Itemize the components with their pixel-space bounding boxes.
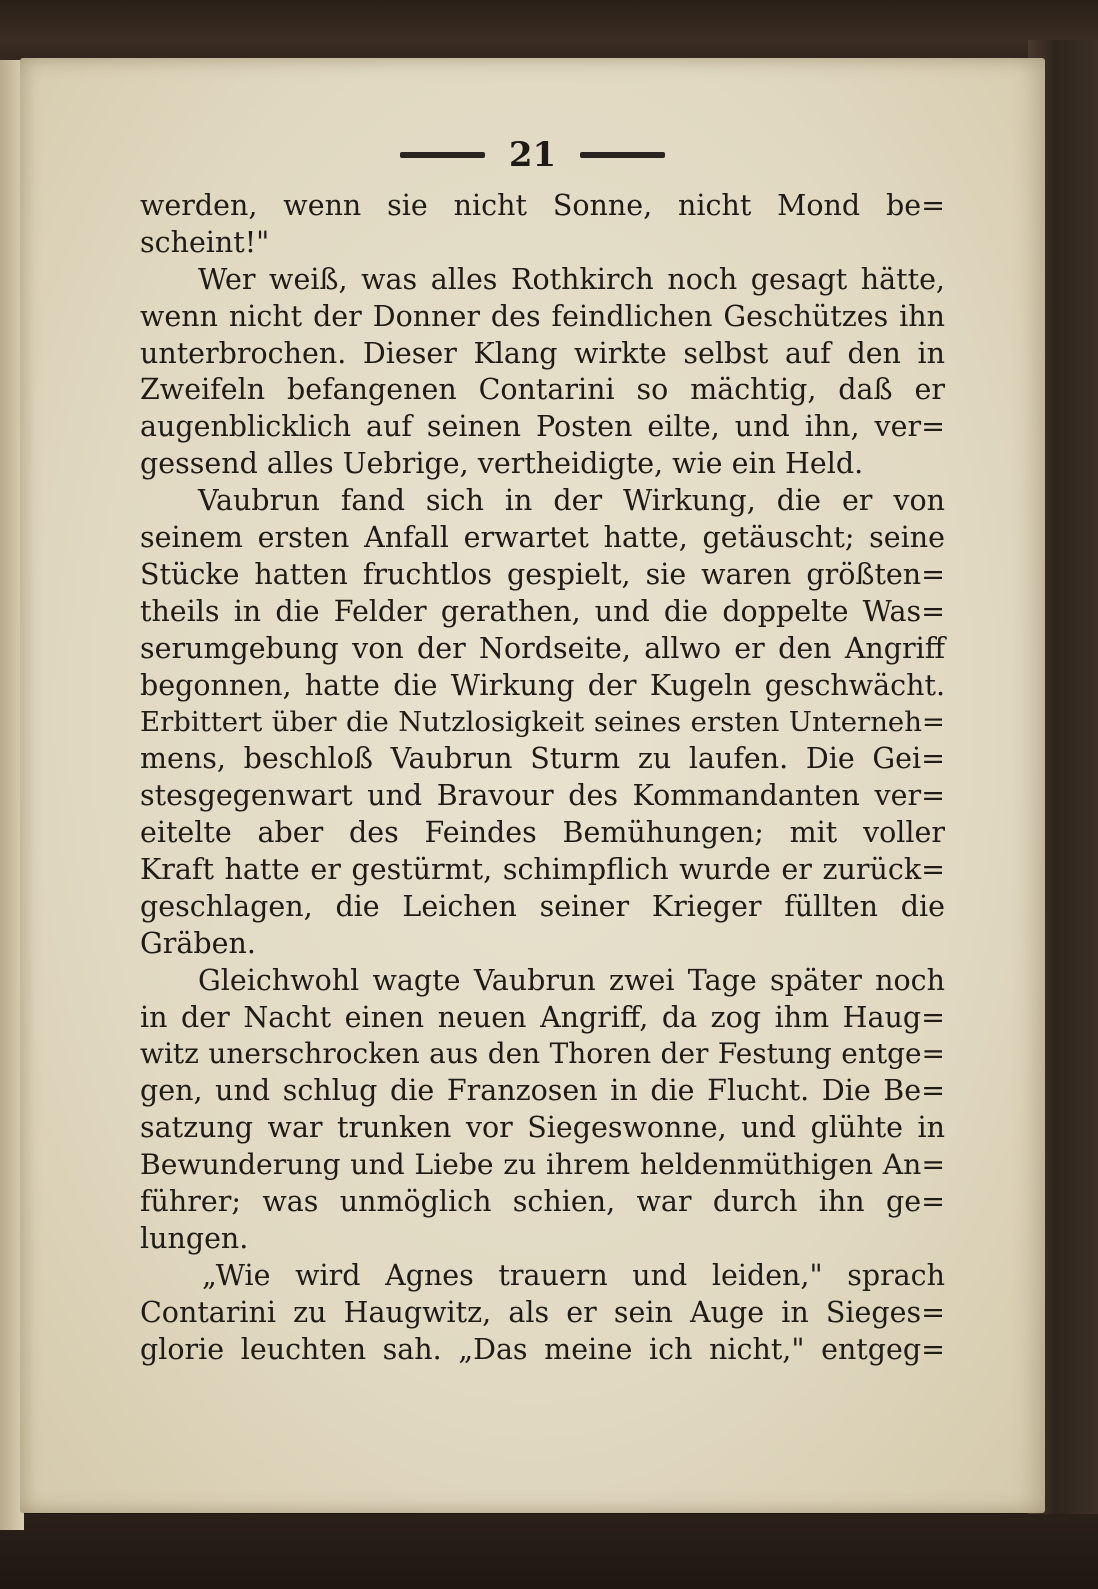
page-header: [20, 133, 1045, 173]
text-line: witz unerschrocken aus den Thoren der Festung entge=: [140, 1037, 945, 1071]
text-line: „Wie wird Agnes trauern und leiden," sprach: [202, 1258, 945, 1292]
text-line: stesgegenwart und Bravour des Kommandanten ver=: [140, 779, 945, 813]
text-line: augenblicklich auf seinen Posten eilte, und ihn, ver=: [140, 410, 945, 444]
text-line: lungen.: [140, 1221, 249, 1255]
text-line: gen, und schlug die Franzosen in die Flucht. Die Be=: [140, 1074, 945, 1108]
header-rule-left: [400, 152, 485, 158]
text-line: unterbrochen. Dieser Klang wirkte selbst auf den in: [140, 336, 945, 370]
text-line: serumgebung von der Nordseite, allwo er den Angriff: [140, 631, 945, 665]
text-line: werden, wenn sie nicht Sonne, nicht Mond be=: [140, 189, 945, 222]
text-line: glorie leuchten sah. „Das meine ich nicht," entgeg=: [140, 1332, 945, 1366]
text-line: Stücke hatten fruchtlos gespielt, sie waren größten=: [140, 557, 945, 591]
text-line: in der Nacht einen neuen Angriff, da zog ihm Haug=: [140, 1000, 945, 1034]
text-line: satzung war trunken vor Siegeswonne, und glühte in: [140, 1111, 945, 1145]
text-line: geschlagen, die Leichen seiner Krieger füllten die: [140, 889, 945, 923]
text-line: Kraft hatte er gestürmt, schimpflich wurde er zurück=: [140, 853, 945, 887]
text-line: mens, beschloß Vaubrun Sturm zu laufen. Die Gei=: [140, 742, 945, 776]
text-line: gessend alles Uebrige, vertheidigte, wie ein Held.: [140, 447, 864, 481]
text-line: Gleichwohl wagte Vaubrun zwei Tage später noch: [198, 963, 945, 997]
text-line: scheint!": [140, 225, 270, 259]
text-line: Zweifeln befangenen Contarini so mächtig, daß er: [140, 373, 945, 407]
page-number: 21: [508, 135, 557, 175]
book-page: [20, 58, 1045, 1513]
text-line: Contarini zu Haugwitz, als er sein Auge in Sieges=: [140, 1295, 945, 1329]
text-line: Vaubrun fand sich in der Wirkung, die er von: [198, 484, 945, 518]
text-line: eitelte aber des Feindes Bemühungen; mit voller: [140, 816, 945, 850]
text-line: seinem ersten Anfall erwartet hatte, getäuscht; seine: [140, 521, 945, 555]
text-line: Erbittert über die Nutzlosigkeit seines ersten Unterneh=: [140, 706, 945, 739]
text-line: Wer weiß, was alles Rothkirch noch gesagt hätte,: [198, 262, 945, 296]
text-line: Bewunderung und Liebe zu ihrem heldenmüthigen An=: [140, 1148, 945, 1182]
text-line: wenn nicht der Donner des feindlichen Geschützes ihn: [140, 299, 945, 333]
text-line: führer; was unmöglich schien, war durch ihn ge=: [140, 1185, 945, 1219]
body-text: [140, 188, 945, 1369]
book-cover-bottom: [0, 1514, 1098, 1589]
header-rule-right: [580, 152, 665, 158]
text-line: Gräben.: [140, 926, 256, 960]
text-line: theils in die Felder gerathen, und die doppelte Was=: [140, 594, 945, 628]
text-line: begonnen, hatte die Wirkung der Kugeln geschwächt.: [140, 668, 945, 702]
